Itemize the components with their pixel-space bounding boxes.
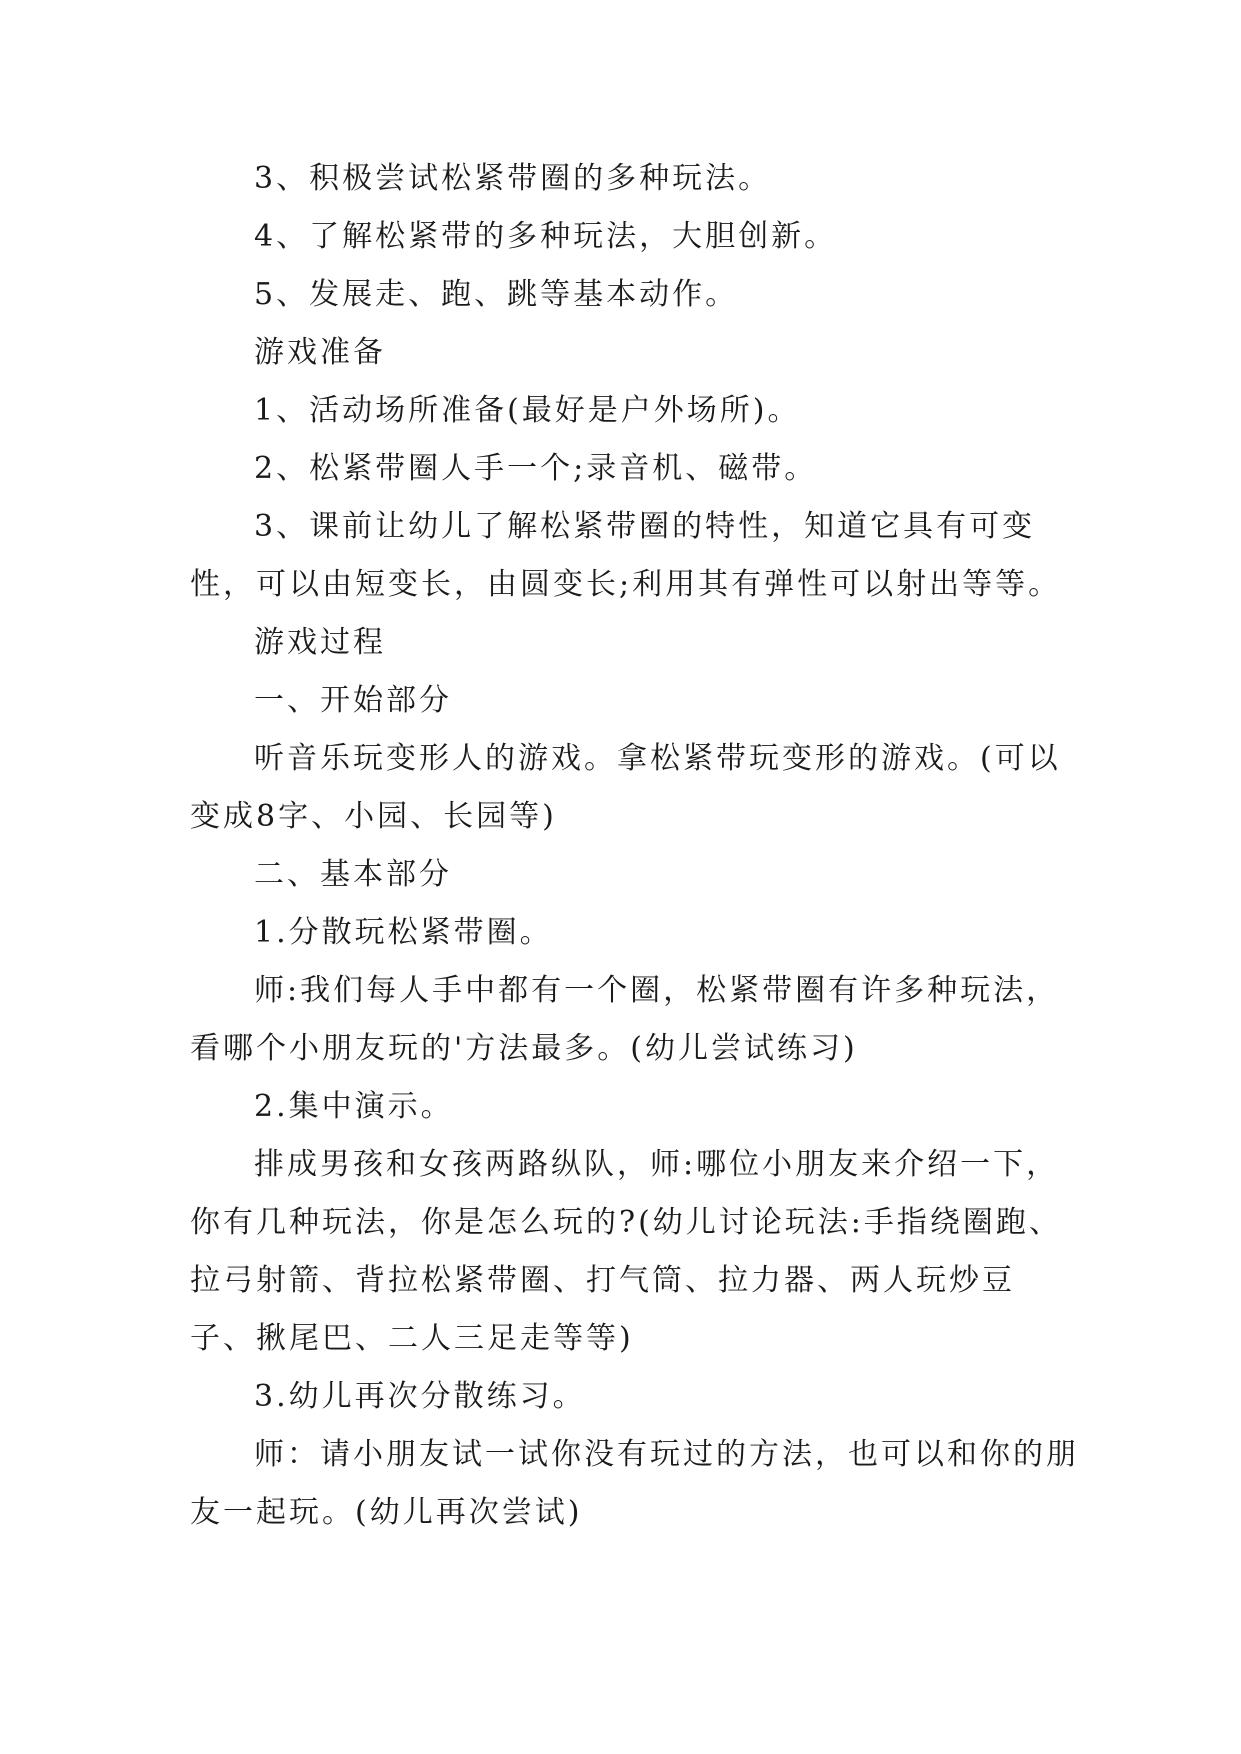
preparation-item-1: 1、活动场所准备(最好是户外场所)。 bbox=[254, 393, 801, 428]
objective-4: 4、了解松紧带的多种玩法，大胆创新。 bbox=[254, 219, 838, 254]
start-paragraph: 听音乐玩变形人的游戏。拿松紧带玩变形的游戏。(可以变成8字、小园、长园等) bbox=[190, 741, 1061, 834]
document-page bbox=[190, 150, 1080, 1542]
step-3-heading: 3.幼儿再次分散练习。 bbox=[254, 1379, 586, 1414]
subsection-heading-basic: 二、基本部分 bbox=[254, 857, 452, 892]
objective-3: 3、积极尝试松紧带圈的多种玩法。 bbox=[254, 161, 772, 196]
objective-5: 5、发展走、跑、跳等基本动作。 bbox=[254, 277, 739, 312]
step-2-paragraph: 排成男孩和女孩两路纵队，师:哪位小朋友来介绍一下，你有几种玩法，你是怎么玩的?(幼儿讨论玩法:手指绕圈跑、拉弓射箭、背拉松紧带圈、打气筒、拉力器、两人玩炒豆子、揪尾巴、二人三足走等等) bbox=[190, 1147, 1062, 1356]
subsection-heading-start: 一、开始部分 bbox=[254, 683, 452, 718]
preparation-item-3: 3、课前让幼儿了解松紧带圈的特性，知道它具有可变性，可以由短变长，由圆变长;利用其有弹性可以射出等等。 bbox=[190, 509, 1062, 602]
preparation-item-2: 2、松紧带圈人手一个;录音机、磁带。 bbox=[254, 451, 818, 486]
step-1-paragraph: 师:我们每人手中都有一个圈，松紧带圈有许多种玩法，看哪个小朋友玩的'方法最多。(幼儿尝试练习) bbox=[190, 973, 1060, 1066]
step-2-heading: 2.集中演示。 bbox=[254, 1089, 454, 1124]
section-heading-process: 游戏过程 bbox=[254, 625, 386, 660]
step-3-paragraph: 师：请小朋友试一试你没有玩过的方法，也可以和你的朋友一起玩。(幼儿再次尝试) bbox=[190, 1437, 1079, 1530]
section-heading-preparation: 游戏准备 bbox=[254, 335, 386, 370]
step-1-heading: 1.分散玩松紧带圈。 bbox=[254, 915, 553, 950]
